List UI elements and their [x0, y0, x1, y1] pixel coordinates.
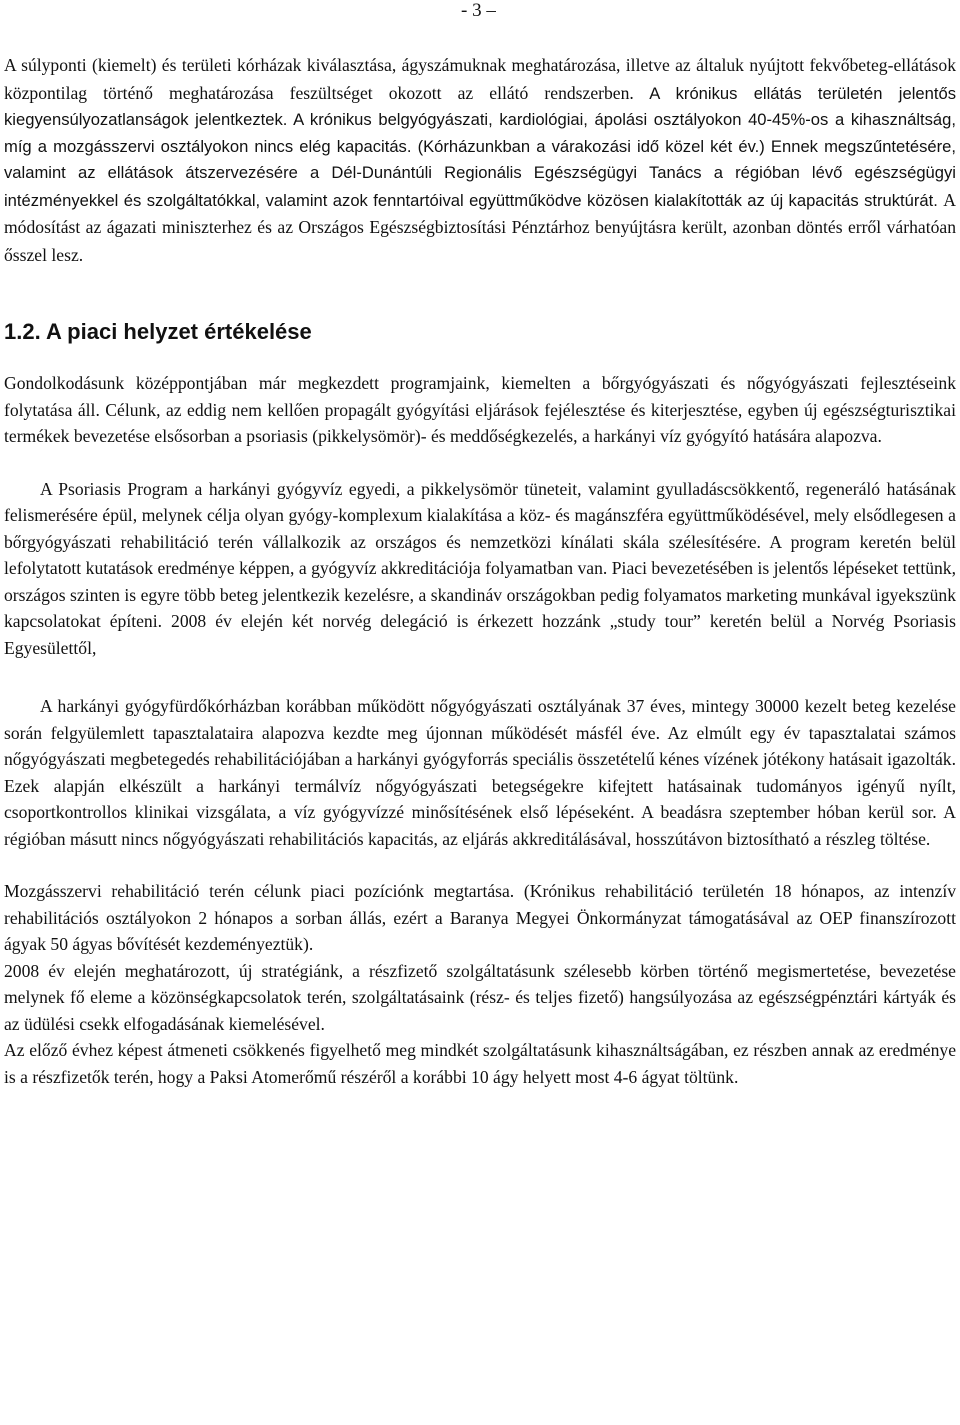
- section-heading: 1.2. A piaci helyzet értékelése: [4, 319, 312, 344]
- page-number: - 3 –: [461, 0, 496, 21]
- paragraph-musculoskeletal: Mozgásszervi rehabilitáció terén célunk piaci pozíciónk megtartása. (Krónikus rehabilitáció területén 18 hónapos, az intenzív rehabilitációs osztályokon 2 hónapos a sorban állás, ezért a Baranya Megyei Önkormányzat támogatásával az OEP finanszírozott ágyak 50 ágyas bővítését kezdeményeztük).: [4, 881, 956, 954]
- paragraph-text: A krónikus ellátás területén jelentős kiegyensúlyozatlanságok jelentkeztek.: [4, 83, 956, 129]
- paragraph-text: A súlyponti (kiemelt) és területi kórházak kiválasztása, ágyszámuknak meghatározása, illetve az általuk nyújtott fekvőbeteg-ellátások központilag történő meghatározása feszültséget okozott az ellátó rendszerben.: [4, 55, 956, 103]
- document-body: [4, 52, 956, 1090]
- paragraph-goals: Gondolkodásunk középpontjában már megkezdett programjaink, kiemelten a bőrgyógyászati és nőgyógyászati fejlesztéseink folytatása áll. Célunk, az eddig nem kellően propagált gyógyítási eljárások fejélesztése és kiterjesztése, egyben új egészségturisztikai termékek bevezetése elsősorban a psoriasis (pikkelysömör)- és meddőségkezelés, a harkányi víz gyógyító hatására alapozva.: [4, 373, 956, 446]
- paragraph-gynecology: A harkányi gyógyfürdőkórházban korábban működött nőgyógyászati osztályának 37 éves, mintegy 30000 kezelt beteg kezelése során felgyülemlett tapasztalataira alapozva kezdte meg újonnan működését másfél éve. Az elmúlt egy év tapasztalatai számos nőgyógyászati megbetegedés rehabilitációjában a harkányi gyógyforrás speciális összetételű kénes vízének jótékony hatásait igazolták. Ezek alapján elkészült a harkányi termálvíz nőgyógyászati betegségekre kifejtett hatásainak tudományos igényű nyílt, csoportkontrollos klinikai vizsgálata, a víz gyógyvízzé minősítésének első lépéseként. A beadásra szeptember hóban kerül sor. A régióban másutt nincs nőgyógyászati rehabilitációs kapacitás, az eljárás akkreditálásával, hosszútávon biztosítható a részleg töltése.: [4, 696, 956, 849]
- paragraph-text: A módosítást az ágazati miniszterhez és az Országos Egészségbiztosítási Pénztárhoz benyújtásra került, azonban döntés erről várhatóan ősszel lesz.: [4, 189, 956, 265]
- paragraph-text: A krónikus belgyógyászati, kardiológiai, ápolási osztályokon 40-45%-os a kihasználtság, míg a mozgásszervi osztályokon nincs elég kapacitás. (Kórházunkban a várakozási idő közel két év.) Ennek megszűntetésére, valamint az ellátások átszervezésére a Dél-Dunántúli Regionális Egészségügyi Tanács a régióban lévő egészségügyi intézményekkel és szolgáltatókkal, valamint azok fenntartóival együttműködve közösen kialakították az új kapacitás struktúrát.: [4, 110, 956, 210]
- paragraph-strategy: 2008 év elején meghatározott, új stratégiánk, a részfizető szolgáltatásunk szélesebb körben történő megismertetése, bevezetése melynek fő eleme a közönségkapcsolatok terén, szolgáltatásaink (rész- és teljes fizető) hangsúlyozása az egészségpénztári kártyák és az üdülési csekk elfogadásának kiemelésével.: [4, 960, 956, 1034]
- paragraph-utilization: Az előző évhez képest átmeneti csökkenés figyelhető meg mindkét szolgáltatásunk kihasználtságában, ez részben annak az eredménye is a részfizetők terén, hogy a Paksi Atomerőmű részéről a korábbi 10 ágy helyett most 4-6 ágyat töltünk.: [4, 1040, 956, 1087]
- paragraph-hospital-structure: [4, 52, 956, 269]
- paragraph-psoriasis-program: A Psoriasis Program a harkányi gyógyvíz egyedi, a pikkelysömör tüneteit, valamint gyulladáscsökkentő, regeneráló hatásának felismerésére épül, melynek célja olyan gyógy-komplexum kialakítása a köz- és magánszféra együttműködésével, mely elsődlegesen a bőrgyógyászati rehabilitáció terén vállalkozik az országos és nemzetközi kínálati skála szélesítésére. A program keretén belül lefolytatott kutatások eredménye képpen, a gyógyvíz akkreditációja folyamatban van. Piaci bevezetésében is jelentős lépéseket tettünk, országos szinten is egyre több beteg jelentkezik kezelésre, a skandináv országokban pedig folyamatos marketing munkával igyekszünk kapcsolatokat építeni. 2008 év elején két norvég delegáció is érkezett hozzánk „study tour” keretén belül a Norvég Psoriasis Egyesülettől,: [4, 478, 956, 658]
